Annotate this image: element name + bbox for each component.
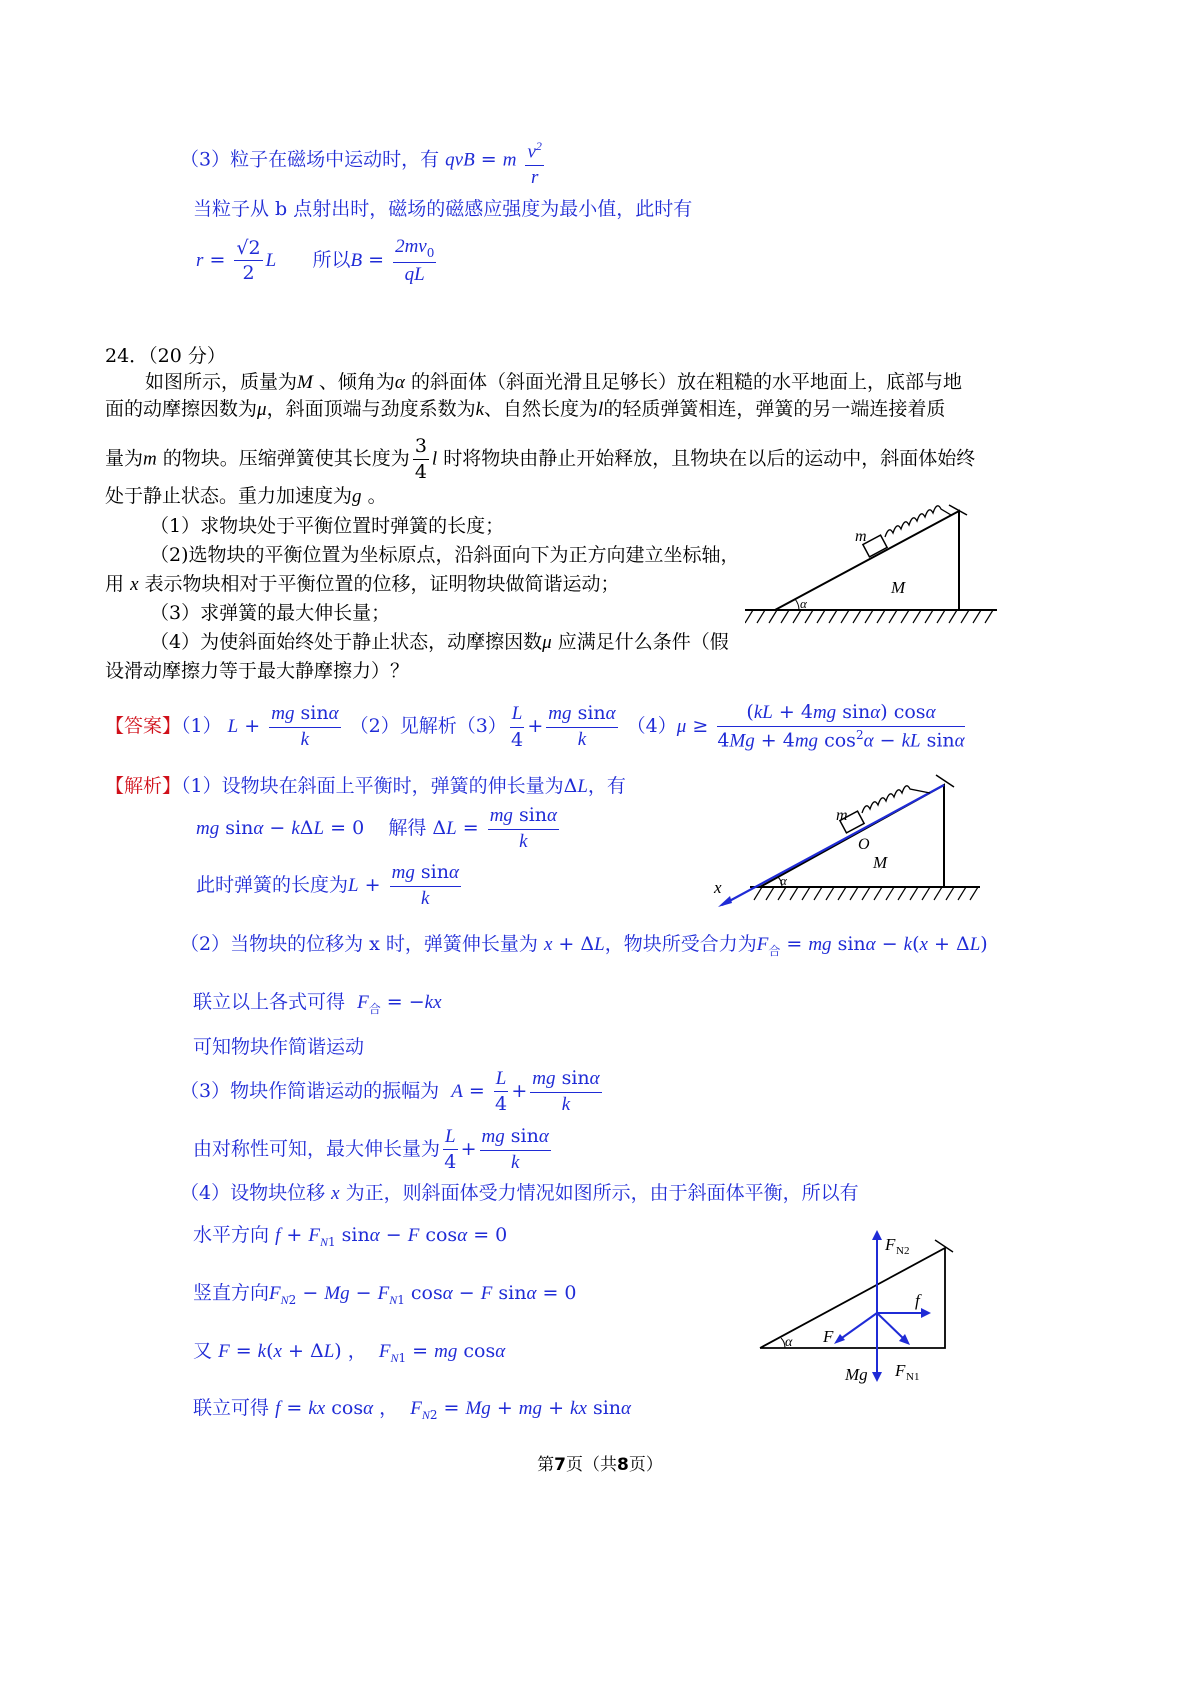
analysis-line1: 【解析】（1）设物块在斜面上平衡时，弹簧的伸长量为ΔL，有	[105, 775, 626, 797]
fn1-arrow	[877, 1313, 905, 1340]
svg-text:α: α	[785, 1335, 793, 1350]
prev-part3-line: （3）粒子在磁场中运动时，有 qvB = m $\frac{v^2}{r}$	[180, 139, 542, 189]
q24-stem-line1: 如图所示，质量为M 、倾角为α 的斜面体（斜面光滑且足够长）放在粗糙的水平地面上，底部与地	[145, 371, 962, 393]
answer-tag: 【答案】	[105, 715, 182, 738]
svg-text:F: F	[895, 1361, 906, 1380]
analysis-force-defs: 又 F = k(x + ΔL) ， $F_{N1}$ = mg cosα	[193, 1340, 506, 1365]
q24-sub1: （1）求物块处于平衡位置时弹簧的长度；	[150, 515, 505, 537]
q24-number: 24．（20 分）	[105, 345, 226, 367]
prev-part3-label: （3）粒子在磁场中运动时，有	[180, 148, 440, 171]
svg-text:M: M	[873, 853, 888, 872]
svg-text:O: O	[858, 836, 870, 853]
q24-sub3: （3）求弹簧的最大伸长量；	[150, 602, 391, 624]
analysis-part2-line: （2）当物块的位移为 x 时，弹簧伸长量为 x + ΔL，物块所受合力为$F_合$ = mg sinα − k(x + ΔL)	[180, 933, 988, 958]
q24-sub4a: （4）为使斜面始终处于静止状态，动摩擦因数μ 应满足什么条件（假	[150, 631, 729, 653]
analysis-final: 联立可得 f = kx cosα ， $F_{N2} = Mg$ + mg + kx sinα	[193, 1397, 631, 1422]
analysis-horizontal-eq: 水平方向 $f + F_{N1}$ sinα − F cosα = 0	[193, 1224, 508, 1249]
analysis-tag: 【解析】	[105, 775, 182, 797]
q24-stem-line3: 量为m 的物块。压缩弹簧使其长度为 $\frac{3}{4}$ l 时将物块由静止开始释放，且物块在以后的运动中，斜面体始终	[105, 435, 976, 483]
formula-qvb: qvB	[445, 149, 475, 171]
q24-sub4b: 设滑动摩擦力等于最大静摩擦力）？	[105, 660, 410, 682]
force-f-arrow	[839, 1313, 877, 1340]
svg-text:α: α	[800, 596, 807, 611]
svg-text:f: f	[915, 1291, 920, 1310]
q24-stem-line2: 面的动摩擦因数为μ，斜面顶端与劲度系数为k、自然长度为l的轻质弹簧相连，弹簧的另一端连接着质	[105, 398, 946, 420]
svg-text:N2: N2	[896, 1245, 910, 1257]
svg-text:F: F	[885, 1235, 896, 1254]
page-footer: 第7页（共8页）	[537, 1455, 663, 1475]
svg-text:x: x	[714, 878, 722, 897]
incline-axis-figure	[710, 765, 985, 915]
svg-text:N1: N1	[906, 1371, 920, 1383]
analysis-eq1: mg sinα − kΔL = 0 解得 ΔL = $\frac{\text{mg sinα}}{k}$	[196, 804, 558, 852]
svg-text:M: M	[891, 578, 906, 597]
analysis-part3-max: 由对称性可知，最大伸长量为 $\frac{L}{4}$ + $\frac{\text{mg sinα}}{k}$	[193, 1125, 549, 1174]
analysis-part2-conclusion: 可知物块作简谐运动	[193, 1036, 365, 1058]
page-number: 7	[554, 1455, 566, 1475]
analysis-part2-combined: 联立以上各式可得 $F_合 = -kx$	[193, 991, 442, 1016]
q24-sub2b: 用 x 表示物块相对于平衡位置的位移，证明物块做简谐运动；	[105, 573, 620, 595]
analysis-length: 此时弹簧的长度为L + $\frac{\text{mg sinα}}{k}$	[196, 861, 459, 909]
prev-part3-sentence: 当粒子从 b 点射出时，磁场的磁感应强度为最小值，此时有	[193, 198, 693, 220]
svg-text:α: α	[780, 873, 787, 888]
q24-stem-line4: 处于静止状态。重力加速度为g 。	[105, 485, 387, 507]
page-total: 8	[617, 1455, 629, 1475]
answer-line: 【答案】（1） L + $\frac{\text{mg sinα}}{k}$ （2）见解析（3） $\frac{L}{4}$ + $\frac{\text{mg sinα}}{k}$ （4）μ ≥ $\frac{\text{(kL + 4mg sinα) cosα}}{4Mg + 4mg \cos^2\alpha - kL \sin\alpha}$	[105, 701, 965, 752]
analysis-vertical-eq: 竖直方向$F_{N2} - Mg - F_{N1}$ cosα − F sinα = 0	[193, 1282, 577, 1307]
so-label: 所以	[312, 248, 351, 271]
svg-text:m: m	[836, 807, 848, 824]
analysis-part4-intro: （4）设物块位移 x 为正，则斜面体受力情况如图所示，由于斜面体平衡，所以有	[180, 1182, 859, 1204]
svg-text:Mg: Mg	[845, 1365, 868, 1384]
svg-text:F: F	[823, 1327, 834, 1346]
q24-sub2a: （2)选物块的平衡位置为坐标原点，沿斜面向下为正方向建立坐标轴，	[150, 544, 740, 566]
x-axis-arrow	[718, 896, 732, 907]
analysis-part3-amplitude: （3）物块作简谐运动的振幅为 A = $\frac{L}{4}$ + $\frac{\text{mg sinα}}{k}$	[180, 1067, 600, 1116]
incline-figure	[745, 495, 1005, 635]
prev-part3-result: r = $\frac{√2}{2}$ L 所以B = $\frac{2mv_0}{qL}$	[196, 236, 435, 285]
svg-text:m: m	[855, 528, 867, 545]
force-diagram	[755, 1228, 965, 1388]
